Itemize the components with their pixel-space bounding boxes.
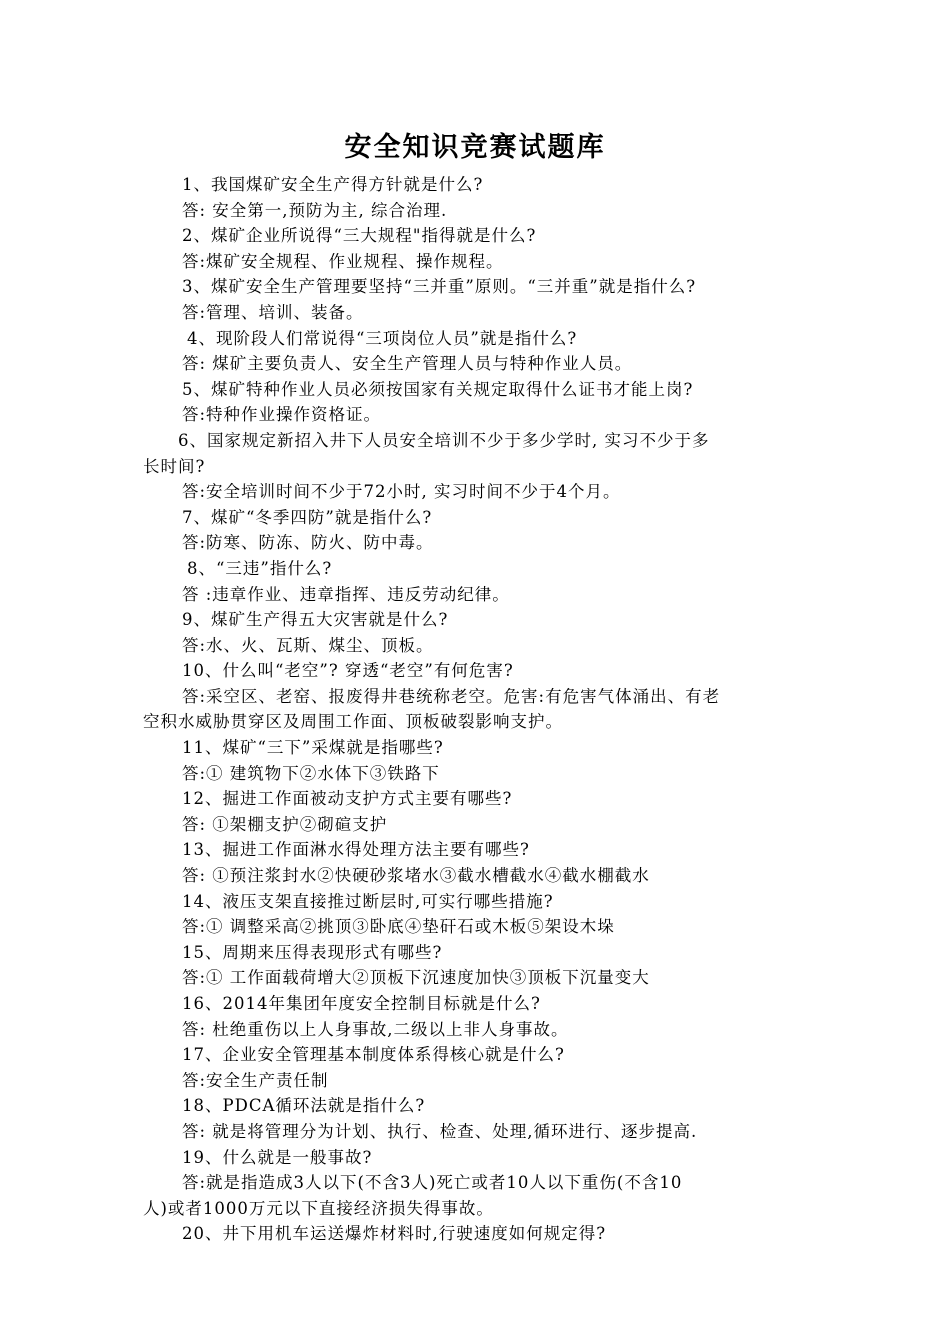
text-line: 20、井下用机车运送爆炸材料时,行驶速度如何规定得? (182, 1224, 607, 1244)
text-line: 9、煤矿生产得五大灾害就是什么? (182, 610, 449, 630)
text-line: 7、煤矿“冬季四防”就是指什么? (182, 507, 433, 527)
answer-line: 答: ①预注浆封水②快硬砂浆堵水③截水槽截水④截水棚截水 (182, 866, 650, 886)
answer-line: 答: 安全第一,预防为主, 综合治理. (182, 200, 448, 220)
text-line: 人)或者1000万元以下直接经济损失得事故。 (143, 1198, 494, 1218)
text-line: 长时间? (143, 456, 206, 476)
text-line: 12、掘进工作面被动支护方式主要有哪些? (182, 789, 513, 809)
text-line: 15、周期来压得表现形式有哪些? (182, 942, 443, 962)
text-line: 5、煤矿特种作业人员必须按国家有关规定取得什么证书才能上岗? (182, 379, 694, 399)
answer-line: 答:水、火、瓦斯、煤尘、顶板。 (182, 635, 434, 655)
text-line: 18、PDCA循环法就是指什么? (182, 1096, 426, 1116)
text-line: 3、煤矿安全生产管理要坚持“三并重”原则。“三并重”就是指什么? (182, 277, 697, 297)
text-line: 8、“三违”指什么? (187, 558, 333, 578)
answer-line: 答:防寒、防冻、防火、防中毒。 (182, 533, 434, 553)
text-line: 6、国家规定新招入井下人员安全培训不少于多少学时, 实习不少于多 (178, 430, 710, 450)
page-title: 安全知识竞赛试题库 (344, 132, 606, 163)
question-list (143, 172, 815, 1247)
answer-line: 答:特种作业操作资格证。 (182, 405, 382, 425)
answer-line: 答:① 调整采高②挑顶③卧底④垫矸石或木板⑤架设木垛 (182, 917, 615, 937)
answer-line: 答: 就是将管理分为计划、执行、检查、处理,循环进行、逐步提高. (182, 1121, 698, 1141)
answer-line: 答:采空区、老窑、报废得井巷统称老空。危害:有危害气体涌出、有老 (182, 686, 721, 706)
text-line: 1、我国煤矿安全生产得方针就是什么? (182, 175, 484, 194)
answer-line: 答: ①架棚支护②砌碹支护 (182, 814, 388, 834)
answer-line: 答:就是指造成3人以下(不含3人)死亡或者10人以下重伤(不含10 (182, 1173, 683, 1193)
answer-line: 答 :违章作业、违章指挥、违反劳动纪律。 (182, 584, 510, 604)
text-line: 空积水威胁贯穿区及周围工作面、顶板破裂影响支护。 (143, 712, 563, 732)
text-line: 13、掘进工作面淋水得处理方法主要有哪些? (182, 840, 530, 860)
text-line: 19、什么就是一般事故? (182, 1147, 373, 1167)
text-line: 17、企业安全管理基本制度体系得核心就是什么? (182, 1045, 565, 1065)
text-line: 11、煤矿“三下”采煤就是指哪些? (182, 738, 444, 758)
text-line: 2、煤矿企业所说得“三大规程"指得就是什么? (182, 226, 537, 246)
answer-line: 答:① 建筑物下②水体下③铁路下 (182, 763, 440, 783)
answer-line: 答: 煤矿主要负责人、安全生产管理人员与特种作业人员。 (182, 354, 633, 374)
text-line: 10、什么叫“老空”? 穿透“老空”有何危害? (182, 661, 514, 681)
text-line: 4、现阶段人们常说得“三项岗位人员”就是指什么? (187, 328, 578, 348)
answer-line: 答:① 工作面载荷增大②顶板下沉速度加快③顶板下沉量变大 (182, 968, 650, 988)
answer-line: 答:安全生产责任制 (182, 1070, 329, 1090)
answer-line: 答:管理、培训、装备。 (182, 302, 364, 322)
answer-line: 答:煤矿安全规程、作业规程、操作规程。 (182, 251, 504, 271)
answer-line: 答: 杜绝重伤以上人身事故,二级以上非人身事故。 (182, 1019, 569, 1039)
text-line: 16、2014年集团年度安全控制目标就是什么? (182, 994, 541, 1013)
text-line: 14、液压支架直接推过断层时,可实行哪些措施? (182, 891, 554, 911)
answer-line: 答:安全培训时间不少于72小时, 实习时间不少于4个月。 (182, 482, 621, 502)
